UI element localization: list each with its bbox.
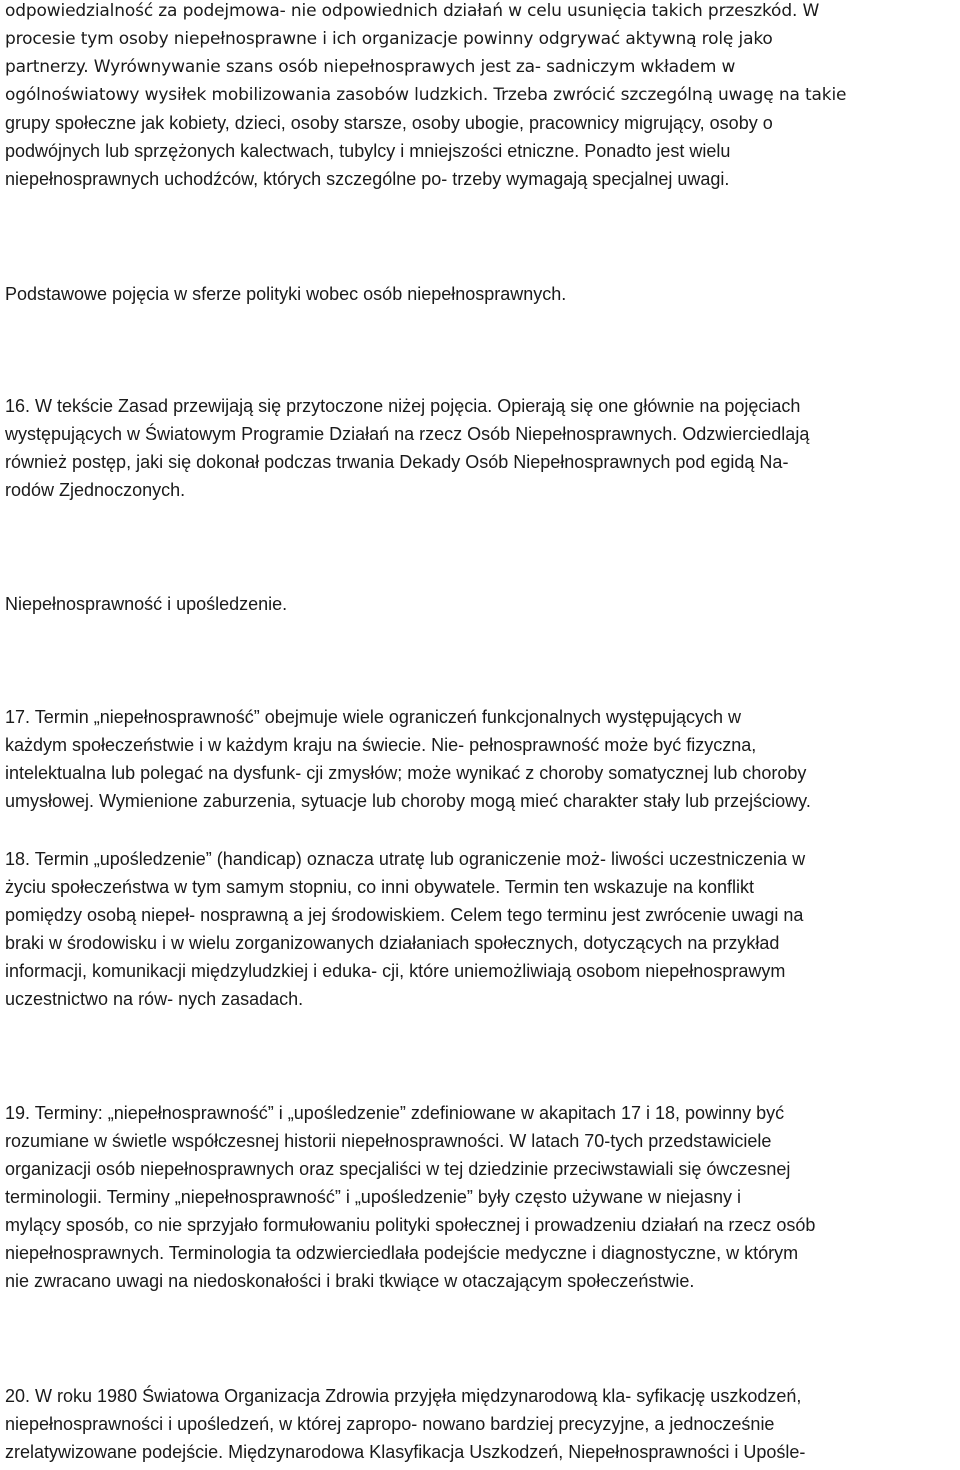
text-line: niepełnosprawności i upośledzeń, w której zapropo- nowano bardziej precyzyjne, a jednocześnie	[5, 1414, 775, 1434]
text-line: pomiędzy osobą niepeł- nosprawną a jej środowiskiem. Celem tego terminu jest zwrócenie uwagi na	[5, 905, 804, 925]
text-line: odpowiedzialność za podejmowa- nie odpowiednich działań w celu usunięcia takich przeszkód. W	[5, 1, 820, 21]
text-line: niepełnosprawnych. Terminologia ta odzwierciedlała podejście medyczne i diagnostyczne, w którym	[5, 1243, 799, 1263]
text-line: 16. W tekście Zasad przewijają się przytoczone niżej pojęcia. Opierają się one głównie na pojęciach	[5, 396, 801, 416]
text-line: również postęp, jaki się dokonał podczas trwania Dekady Osób Niepełnosprawnych pod egidą Na-	[5, 452, 789, 472]
text-line: mylący sposób, co nie sprzyjało formułowaniu polityki społecznej i prowadzeniu działań na rzecz osób	[5, 1215, 816, 1235]
text-line: 18. Termin „upośledzenie” (handicap) oznacza utratę lub ograniczenie moż- liwości uczestniczenia w	[5, 849, 806, 869]
text-line: rodów Zjednoczonych.	[5, 480, 186, 500]
text-line: terminologii. Terminy „niepełnosprawność” i „upośledzenie” były często używane w niejasny i	[5, 1187, 742, 1207]
text-line: umysłowej. Wymienione zaburzenia, sytuacje lub choroby mogą mieć charakter stały lub przejściowy.	[5, 791, 811, 811]
text-line: każdym społeczeństwie i w każdym kraju na świecie. Nie- pełnosprawność może być fizyczna,	[5, 735, 757, 755]
text-line: organizacji osób niepełnosprawnych oraz specjaliści w tej dziedzinie przeciwstawiali się ówczesnej	[5, 1159, 791, 1179]
text-line: 17. Termin „niepełnosprawność” obejmuje wiele ograniczeń funkcjonalnych występujących w	[5, 707, 742, 727]
section-heading: Podstawowe pojęcia w sferze polityki wobec osób niepełnosprawnych.	[5, 284, 567, 304]
text-line: rozumiane w świetle współczesnej historii niepełnosprawności. W latach 70-tych przedstawiciele	[5, 1131, 772, 1151]
text-line: występujących w Światowym Programie Działań na rzecz Osób Niepełnosprawnych. Odzwierciedlają	[5, 424, 810, 444]
text-line: życiu społeczeństwa w tym samym stopniu, co inni obywatele. Termin ten wskazuje na konflikt	[5, 877, 754, 897]
text-line: grupy społeczne jak kobiety, dzieci, osoby starsze, osoby ubogie, pracownicy migrujący, osoby o	[5, 113, 773, 133]
text-line: ogólnoświatowy wysiłek mobilizowania zasobów ludzkich. Trzeba zwrócić szczególną uwagę na takie	[5, 85, 847, 105]
text-line: partnerzy. Wyrównywanie szans osób niepełnosprawych jest za- sadniczym wkładem w	[5, 57, 736, 77]
text-line: uczestnictwo na rów- nych zasadach.	[5, 989, 304, 1009]
text-line: braki w środowisku i w wielu zorganizowanych działaniach społecznych, dotyczących na przykład	[5, 933, 780, 953]
text-line: procesie tym osoby niepełnosprawne i ich organizacje powinny odgrywać aktywną rolę jako	[5, 29, 773, 49]
text-line: nie zwracano uwagi na niedoskonałości i braki tkwiące w otaczającym społeczeństwie.	[5, 1271, 695, 1291]
text-line: informacji, komunikacji międzyludzkiej i eduka- cji, które uniemożliwiają osobom niepełnosprawym	[5, 961, 786, 981]
text-line: zrelatywizowane podejście. Międzynarodowa Klasyfikacja Uszkodzeń, Niepełnosprawności i Upośle-	[5, 1442, 806, 1462]
text-line: podwójnych lub sprzężonych kalectwach, tubylcy i mniejszości etniczne. Ponadto jest wielu	[5, 141, 731, 161]
section-heading: Niepełnosprawność i upośledzenie.	[5, 594, 288, 614]
text-line: intelektualna lub polegać na dysfunk- cji zmysłów; może wynikać z choroby somatycznej lub choroby	[5, 763, 807, 783]
text-line: 20. W roku 1980 Światowa Organizacja Zdrowia przyjęła międzynarodową kla- syfikację uszkodzeń,	[5, 1386, 802, 1406]
text-line: niepełnosprawnych uchodźców, których szczególne po- trzeby wymagają specjalnej uwagi.	[5, 169, 730, 189]
text-line: 19. Terminy: „niepełnosprawność” i „upośledzenie” zdefiniowane w akapitach 17 i 18, powinny być	[5, 1103, 785, 1123]
